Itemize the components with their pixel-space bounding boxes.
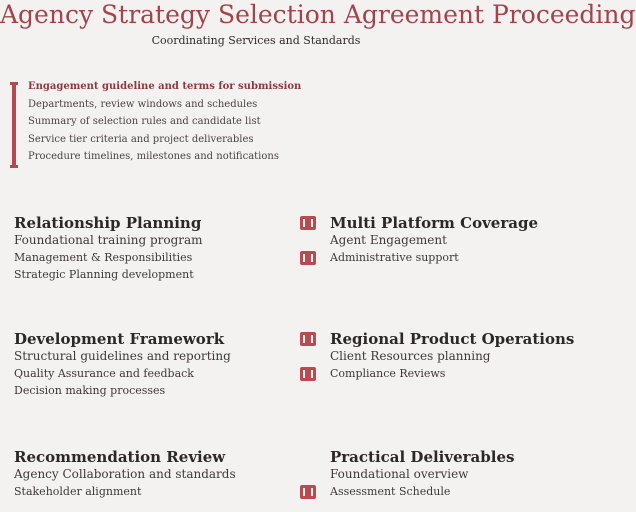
section-row [300, 348, 506, 365]
intro-list [12, 78, 422, 166]
section-heading: Relationship Planning [14, 214, 202, 232]
section-line: Client Resources planning [330, 349, 491, 363]
section-line: Decision making processes [14, 384, 166, 397]
section-line: Agency Collaboration and standards [14, 467, 236, 481]
section-line: Stakeholder alignment [14, 485, 142, 498]
section-row [300, 365, 506, 382]
section-row [300, 483, 506, 500]
section-heading: Multi Platform Coverage [330, 214, 538, 232]
page-title: Agency Strategy Selection Agreement Proceeding [0, 0, 636, 29]
section-line: Structural guidelines and reporting [14, 349, 231, 363]
section-row [300, 466, 506, 483]
section-line: Management & Responsibilities [14, 251, 193, 264]
section-line: Assessment Schedule [330, 485, 451, 498]
section-right-3 [300, 448, 515, 500]
section-heading: Recommendation Review [14, 448, 226, 466]
section-heading: Regional Product Operations [330, 330, 575, 348]
bracket-decoration [12, 82, 16, 168]
section-line: Agent Engagement [330, 233, 447, 247]
section-line: Foundational training program [14, 233, 203, 247]
section-heading: Development Framework [14, 330, 225, 348]
section-row [300, 214, 538, 232]
book-icon [300, 251, 316, 265]
book-icon [300, 485, 316, 499]
section-line: Administrative support [330, 251, 459, 264]
intro-item: Service tier criteria and project deliverables [28, 133, 254, 145]
intro-item: Departments, review windows and schedules [28, 98, 258, 110]
section-left-2 [14, 330, 284, 399]
section-line: Quality Assurance and feedback [14, 367, 194, 380]
section-heading: Practical Deliverables [330, 448, 515, 466]
section-right-1 [300, 214, 538, 266]
section-row [300, 232, 506, 249]
page-subtitle: Coordinating Services and Standards [151, 34, 361, 47]
book-icon [300, 367, 316, 381]
section-left-3 [14, 448, 284, 500]
intro-item: Procedure timelines, milestones and notifications [28, 151, 279, 162]
section-row [300, 330, 575, 348]
section-line: Compliance Reviews [330, 367, 446, 380]
intro-item: Engagement guideline and terms for submission [28, 81, 302, 92]
section-line: Foundational overview [330, 467, 469, 481]
section-left-1 [14, 214, 284, 283]
section-line: Strategic Planning development [14, 268, 194, 281]
intro-item: Summary of selection rules and candidate list [28, 116, 261, 127]
section-row [300, 448, 515, 466]
section-row [300, 249, 506, 266]
book-icon [300, 332, 316, 346]
section-right-2 [300, 330, 575, 382]
book-icon [300, 216, 316, 230]
